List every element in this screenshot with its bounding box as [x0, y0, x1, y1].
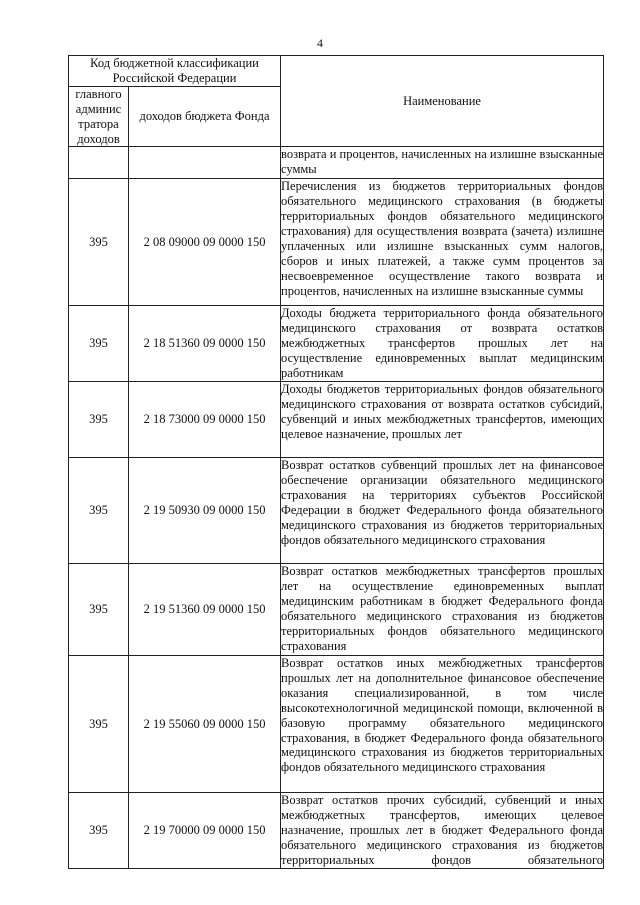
administrator-code-cell: 395: [69, 792, 129, 868]
income-code-cell: 2 19 50930 09 0000 150: [129, 457, 281, 563]
income-name-cell: Доходы бюджетов территориальных фондов обязательного медицинского страхования от возврата остатков субсидий, субвенций и иных межбюджетных трансфертов, имеющих целевое назначение, прошлых лет: [281, 381, 604, 457]
income-code-cell: 2 08 09000 09 0000 150: [129, 179, 281, 306]
administrator-code-cell: 395: [69, 457, 129, 563]
income-name-cell: Возврат остатков прочих субсидий, субвенций и иных межбюджетных трансфертов, имеющих целевое назначение, прошлых лет в бюджет Федерального фонда обязательного медицинского страхования из бюджетов территориальных фондов обязательного: [281, 792, 604, 867]
header-name: Наименование: [281, 56, 604, 147]
income-name-cell: Возврат остатков иных межбюджетных трансфертов прошлых лет на дополнительное финансовое обеспечение оказания специализированной, в том числе высокотехнологичной медицинской помощи, включенной в базовую программу обязательного медицинского страхования, в бюджет Федерального фонда обязательного медицинского страхования из бюджетов территориальных фондов обязательного медицинского страхования: [281, 655, 604, 792]
income-code-cell: [129, 147, 281, 179]
header-classification-code: Код бюджетной классификации Российской Федерации: [69, 56, 281, 87]
table-body: [69, 147, 604, 868]
budget-classification-table: [68, 55, 604, 869]
administrator-code-cell: 395: [69, 655, 129, 792]
income-code-cell: 2 19 70000 09 0000 150: [129, 792, 281, 868]
table-row: [69, 179, 604, 306]
income-name-cell: Доходы бюджета территориального фонда обязательного медицинского страхования от возврата остатков межбюджетных трансфертов прошлых лет на осуществление единовременных выплат медицинским работникам: [281, 306, 604, 381]
administrator-code-cell: 395: [69, 179, 129, 306]
income-name-cell: возврата и процентов, начисленных на излишне взысканные суммы: [281, 147, 604, 179]
administrator-code-cell: 395: [69, 306, 129, 382]
income-name-cell: Возврат остатков субвенций прошлых лет на финансовое обеспечение организации обязательного медицинского страхования на территориях субъектов Российской Федерации в бюджет Федерального фонда обязательного медицинского страхования из бюджетов территориальных фондов обязательного медицинского страхования: [281, 457, 604, 563]
table-row: [69, 306, 604, 382]
income-name-cell: Перечисления из бюджетов территориальных фондов обязательного медицинского страхования (в бюджеты территориальных фондов обязательного медицинского страхования) для осуществления возврата (зачета) излишне уплаченных или излишне взысканных сумм налогов, сборов и иных платежей, а также сумм процентов за несвоевременное осуществление такого возврата и процентов, начисленных на излишне взысканные суммы: [281, 179, 604, 306]
income-code-cell: 2 18 51360 09 0000 150: [129, 306, 281, 382]
header-chief-administrator: главного админис тратора доходов: [69, 86, 129, 147]
table-row: [69, 457, 604, 563]
income-code-cell: 2 19 51360 09 0000 150: [129, 563, 281, 655]
table-row: [69, 147, 604, 179]
table-row: [69, 792, 604, 868]
income-name-cell: Возврат остатков межбюджетных трансфертов прошлых лет на осуществление единовременных выплат медицинским работникам в бюджет Федерального фонда обязательного медицинского страхования из бюджетов территориальных фондов обязательного медицинского страхования: [281, 563, 604, 655]
administrator-code-cell: 395: [69, 563, 129, 655]
page-number: 4: [317, 36, 323, 50]
administrator-code-cell: 395: [69, 381, 129, 457]
table-row: [69, 563, 604, 655]
header-fund-income: доходов бюджета Фонда: [129, 86, 281, 147]
table-row: [69, 381, 604, 457]
table-row: [69, 655, 604, 792]
income-code-cell: 2 19 55060 09 0000 150: [129, 655, 281, 792]
income-code-cell: 2 18 73000 09 0000 150: [129, 381, 281, 457]
administrator-code-cell: [69, 147, 129, 179]
